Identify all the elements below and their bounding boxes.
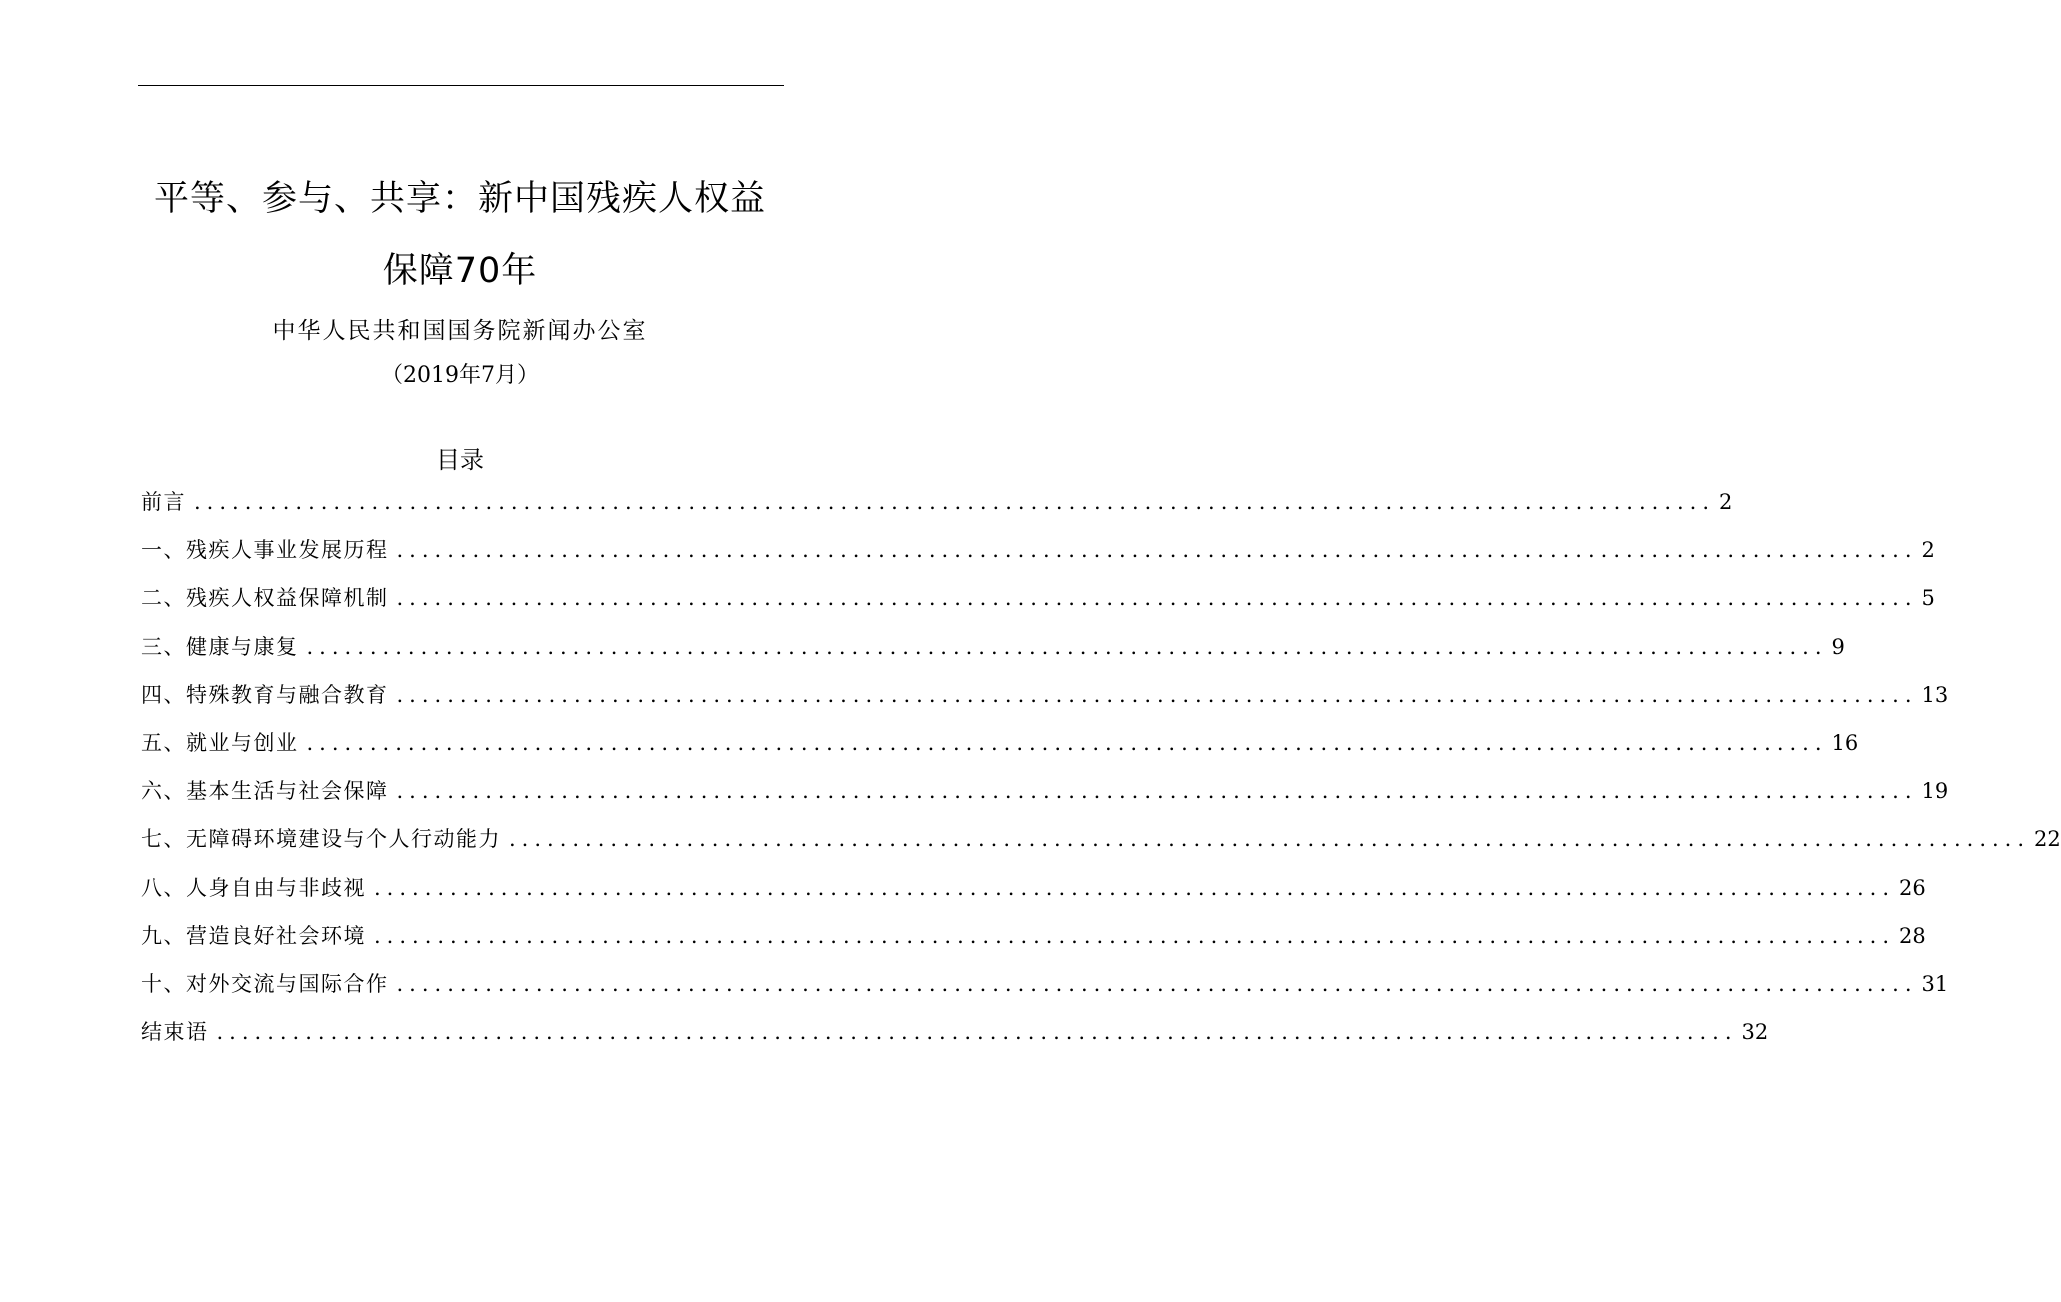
toc-entry-page: 9 (1831, 634, 1845, 659)
toc-entry[interactable] (141, 677, 1949, 725)
toc-entry-page: 26 (1899, 875, 1926, 900)
document-title-line-1: 平等、参与、共享：新中国残疾人权益 (153, 179, 766, 219)
toc-entry-label: 前言 (141, 490, 186, 514)
toc-heading: 目录 (436, 446, 484, 474)
toc-entry-page: 22 (2034, 827, 2061, 852)
toc-entry[interactable] (141, 580, 1935, 628)
toc-entry-page: 2 (1921, 538, 1935, 563)
toc-leader-dots: ........................................................................................................................ (396, 538, 1918, 563)
toc-leader-dots: ........................................................................................................................ (396, 682, 1918, 707)
toc-entry-page: 13 (1921, 682, 1949, 707)
toc-entry[interactable] (141, 484, 1733, 532)
toc-entry-label: 五、就业与创业 (141, 730, 299, 755)
toc-entry[interactable] (141, 821, 2061, 869)
toc-entry-label: 二、残疾人权益保障机制 (141, 586, 389, 611)
toc-entry-label: 八、人身自由与非歧视 (141, 875, 366, 900)
toc-entry-page: 2 (1719, 490, 1733, 514)
toc-leader-dots: ........................................................................................................................ (374, 923, 1896, 948)
toc-leader-dots: ........................................................................................................................ (194, 490, 1716, 514)
publication-date: （2019年7月） (381, 363, 539, 388)
toc-entry-page: 28 (1899, 923, 1926, 948)
toc-entry-page: 31 (1921, 971, 1949, 996)
toc-entry-page: 19 (1921, 779, 1949, 804)
header-rule (138, 85, 784, 86)
toc-entry[interactable] (141, 629, 1845, 677)
toc-entry-page: 32 (1741, 1020, 1769, 1045)
publisher: 中华人民共和国国务院新闻办公室 (272, 318, 648, 344)
toc-entry[interactable] (141, 966, 1949, 1014)
toc-entry[interactable] (141, 532, 1935, 580)
toc-leader-dots: ........................................................................................................................ (306, 730, 1828, 755)
toc-entry[interactable] (141, 725, 1859, 773)
table-of-contents (141, 484, 2061, 1062)
toc-entry-page: 16 (1831, 730, 1859, 755)
toc-leader-dots: ........................................................................................................................ (216, 1020, 1738, 1045)
toc-leader-dots: ........................................................................................................................ (396, 779, 1918, 804)
toc-entry[interactable] (141, 773, 1949, 821)
toc-entry-label: 七、无障碍环境建设与个人行动能力 (141, 827, 501, 852)
toc-entry-label: 六、基本生活与社会保障 (141, 779, 389, 804)
toc-leader-dots: ........................................................................................................................ (509, 827, 2031, 852)
toc-entry-label: 一、残疾人事业发展历程 (141, 538, 389, 563)
toc-leader-dots: ........................................................................................................................ (396, 971, 1918, 996)
toc-entry[interactable] (141, 1014, 1769, 1062)
toc-entry-label: 十、对外交流与国际合作 (141, 971, 389, 996)
toc-entry-label: 结束语 (141, 1020, 209, 1045)
toc-entry[interactable] (141, 870, 1926, 918)
toc-entry-label: 九、营造良好社会环境 (141, 923, 366, 948)
toc-leader-dots: ........................................................................................................................ (306, 634, 1828, 659)
toc-entry-page: 5 (1921, 586, 1935, 611)
toc-entry-label: 三、健康与康复 (141, 634, 299, 659)
document-title-line-2: 保障70年 (382, 251, 538, 291)
toc-leader-dots: ........................................................................................................................ (374, 875, 1896, 900)
toc-entry-label: 四、特殊教育与融合教育 (141, 682, 389, 707)
toc-entry[interactable] (141, 918, 1926, 966)
toc-leader-dots: ........................................................................................................................ (396, 586, 1918, 611)
